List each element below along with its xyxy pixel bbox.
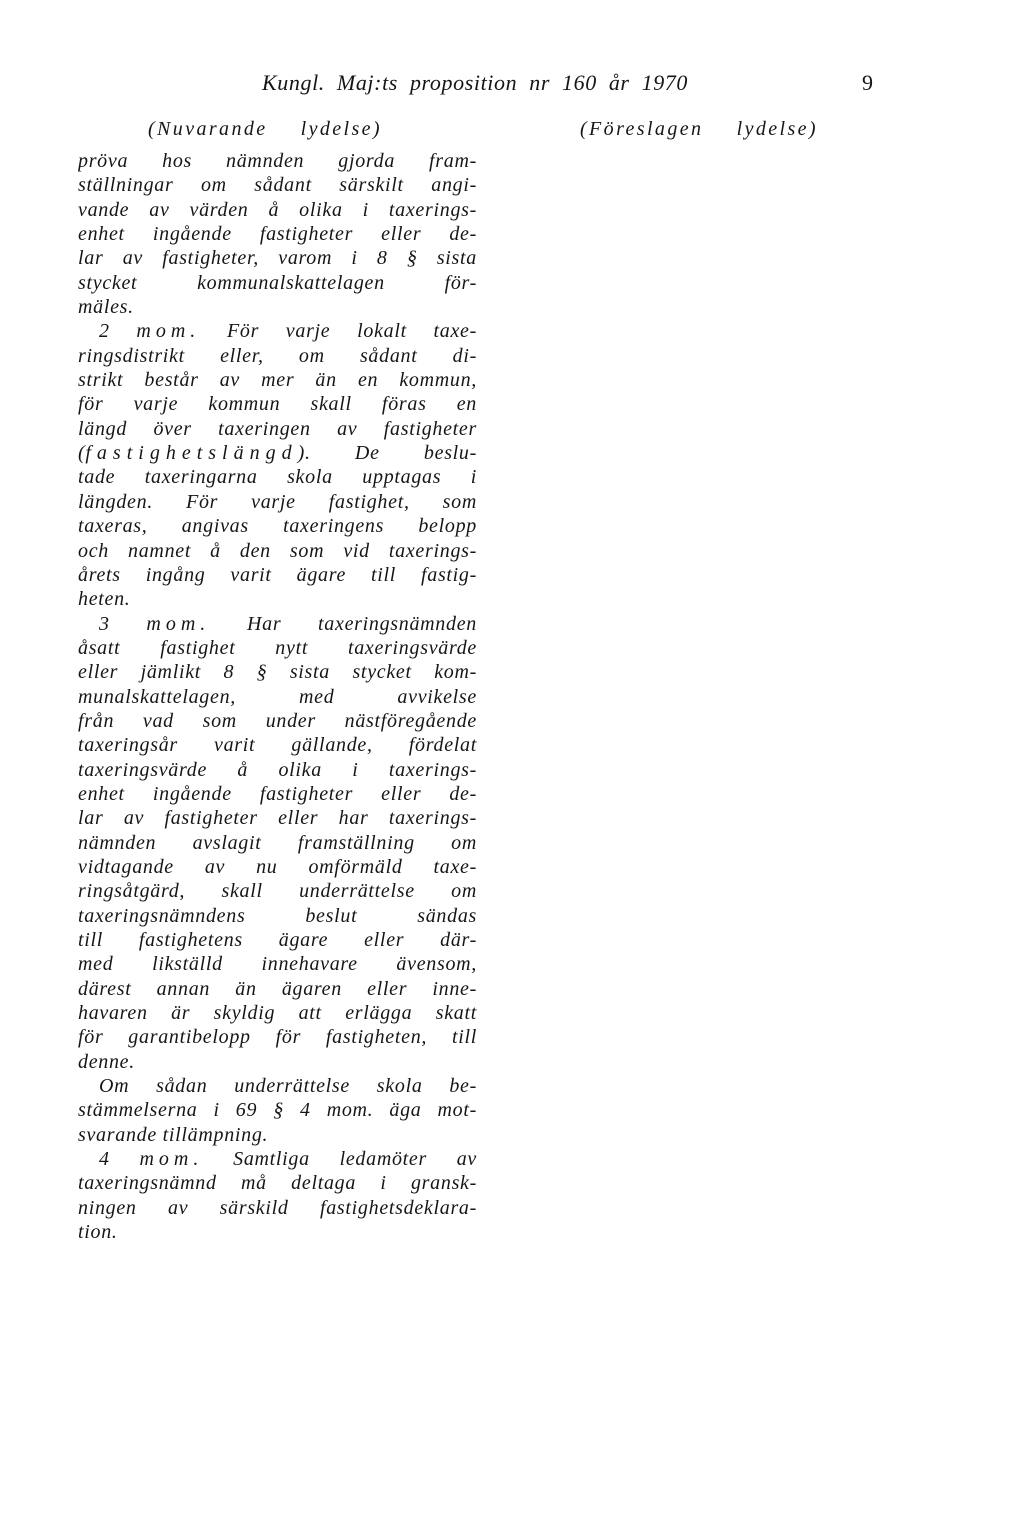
text-segment: ( <box>78 442 86 465</box>
column-heading-current: (Nuvarande lydelse) <box>148 118 382 140</box>
text-line: ställningar om sådant särskilt angi- <box>78 174 477 197</box>
text-line: vidtagande av nu omförmäld taxe- <box>78 855 477 878</box>
text-line: svarande tillämpning. <box>78 1123 269 1146</box>
text-line: från vad som under nästföregående <box>78 709 477 732</box>
text-line: längden. För varje fastighet, som <box>78 490 477 513</box>
text-line: tion. <box>78 1221 118 1244</box>
text-line: därest annan än ägaren eller inne- <box>78 977 477 1000</box>
text-line: enhet ingående fastigheter eller de- <box>78 223 477 246</box>
text-segment: För varje lokalt taxe- <box>200 320 477 343</box>
text-line: taxeringsår varit gällande, fördelat <box>78 734 477 757</box>
text-line: eller jämlikt 8 § sista stycket kom- <box>78 661 477 684</box>
text-line: lar av fastigheter eller har taxerings- <box>78 807 477 830</box>
text-line: för varje kommun skall föras en <box>78 393 477 416</box>
current-text-column <box>78 149 477 1244</box>
text-line: enhet ingående fastigheter eller de- <box>78 782 477 805</box>
text-line: stycket kommunalskattelagen för- <box>78 271 477 294</box>
text-line: taxeringsnämnd må deltaga i gransk- <box>78 1172 477 1195</box>
spaced-text: mom. <box>136 320 201 343</box>
column-heading-proposed: (Föreslagen lydelse) <box>580 118 818 140</box>
text-segment: Samtliga ledamöter av <box>203 1148 477 1171</box>
text-segment: 2 <box>99 320 137 343</box>
text-line: havaren är skyldig att erlägga skatt <box>78 1002 477 1025</box>
text-line: ringsdistrikt eller, om sådant di- <box>78 344 477 367</box>
text-line <box>78 319 477 343</box>
text-line: tade taxeringarna skola upptagas i <box>78 466 477 489</box>
text-segment: 4 <box>99 1148 140 1171</box>
text-line: mäles. <box>78 296 134 319</box>
text-line: munalskattelagen, med avvikelse <box>78 685 477 708</box>
spaced-text: mom. <box>146 612 211 635</box>
text-line: denne. <box>78 1050 135 1073</box>
text-line: heten. <box>78 588 131 611</box>
text-line: stämmelserna i 69 § 4 mom. äga mot- <box>78 1099 477 1122</box>
text-line: för garantibelopp för fastigheten, till <box>78 1026 477 1049</box>
text-segment: 3 <box>99 612 147 635</box>
text-line: ningen av särskild fastighetsdeklara- <box>78 1196 477 1219</box>
text-line <box>78 441 477 465</box>
text-line: årets ingång varit ägare till fastig- <box>78 563 477 586</box>
text-line: och namnet å den som vid taxerings- <box>78 539 477 562</box>
page-header-title: Kungl. Maj:ts proposition nr 160 år 1970 <box>262 70 688 95</box>
spaced-text: mom. <box>139 1148 204 1171</box>
text-line: nämnden avslagit framställning om <box>78 831 477 854</box>
page-number: 9 <box>862 70 873 95</box>
text-line: med likställd innehavare ävensom, <box>78 953 477 976</box>
text-segment: ). De beslu- <box>297 442 477 465</box>
text-line: strikt består av mer än en kommun, <box>78 369 477 392</box>
text-line: taxeringsnämndens beslut sändas <box>78 904 477 927</box>
text-line: taxeringsvärde å olika i taxerings- <box>78 758 477 781</box>
text-line <box>78 612 477 636</box>
text-line: ringsåtgärd, skall underrättelse om <box>78 880 477 903</box>
text-line: taxeras, angivas taxeringens belopp <box>78 515 477 538</box>
text-line <box>78 1147 477 1171</box>
text-line: pröva hos nämnden gjorda fram- <box>78 150 477 172</box>
text-line: lar av fastigheter, varom i 8 § sista <box>78 247 477 270</box>
text-segment: Har taxeringsnämnden <box>210 612 477 635</box>
spaced-text: fastighetslängd <box>85 442 298 465</box>
text-line: till fastighetens ägare eller där- <box>78 929 477 951</box>
text-line: åsatt fastighet nytt taxeringsvärde <box>78 636 477 659</box>
text-line: Om sådan underrättelse skola be- <box>99 1075 477 1098</box>
text-line: vande av värden å olika i taxerings- <box>78 198 477 221</box>
text-line: längd över taxeringen av fastigheter <box>78 417 477 440</box>
